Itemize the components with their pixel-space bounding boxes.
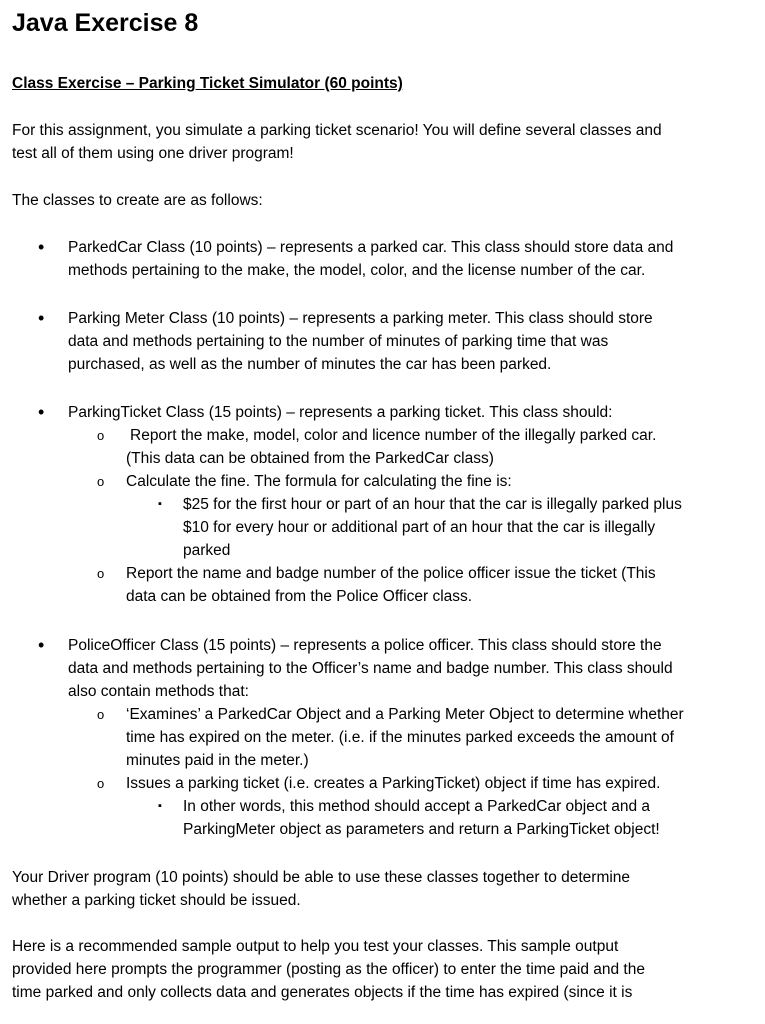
text-line: Calculate the fine. The formula for calculating the fine is: (126, 473, 512, 490)
square-bullet-icon: ▪ (158, 498, 162, 510)
classes-intro-paragraph (12, 189, 757, 212)
sample-paragraph (12, 935, 757, 1004)
sub-list-item (12, 703, 757, 772)
circle-bullet-icon: o (97, 707, 105, 722)
text-line: provided here prompts the programmer (posting as the officer) to enter the time paid and the (12, 961, 645, 978)
circle-bullet-icon: o (97, 474, 105, 489)
list-item-police-officer (12, 634, 757, 841)
circle-bullet-icon: o (97, 776, 105, 791)
text-line: Here is a recommended sample output to help you test your classes. This sample output (12, 938, 619, 955)
text-line: ‘Examines’ a ParkedCar Object and a Parking Meter Object to determine whether (126, 706, 684, 723)
text-line: data can be obtained from the Police Officer class. (126, 588, 473, 605)
list-item-parking-ticket (12, 401, 757, 608)
text-line: Your Driver program (10 points) should be able to use these classes together to determine (12, 869, 631, 886)
circle-bullet-icon: o (97, 566, 105, 581)
text-line: purchased, as well as the number of minutes the car has been parked. (68, 356, 552, 373)
text-line: methods pertaining to the make, the model, color, and the license number of the car. (68, 262, 646, 279)
text-line: data and methods pertaining to the Officer’s name and badge number. This class should (68, 660, 673, 677)
text-line: whether a parking ticket should be issued. (12, 892, 301, 909)
sub-sub-list-item (12, 795, 757, 841)
list-item (12, 401, 757, 424)
text-line: Parking Meter Class (10 points) – represents a parking meter. This class should store (68, 310, 653, 327)
section-heading: Class Exercise – Parking Ticket Simulator (60 points) (12, 75, 403, 92)
text-line: data and methods pertaining to the number of minutes of parking time that was (68, 333, 609, 350)
bullet-icon: • (38, 402, 45, 422)
sub-list-item (12, 562, 757, 608)
text-line: Report the name and badge number of the police officer issue the ticket (This (126, 565, 656, 582)
text-line: The classes to create are as follows: (12, 192, 263, 209)
text-line: ParkingTicket Class (15 points) – represents a parking ticket. This class should: (68, 404, 613, 421)
text-line: In other words, this method should accept a ParkedCar object and a (183, 798, 650, 815)
bullet-icon: • (38, 635, 45, 655)
text-line: (This data can be obtained from the ParkedCar class) (126, 450, 494, 467)
text-line: ParkingMeter object as parameters and return a ParkingTicket object! (183, 821, 660, 838)
text-line: Issues a parking ticket (i.e. creates a ParkingTicket) object if time has expired. (126, 775, 661, 792)
text-line: time has expired on the meter. (i.e. if the minutes parked exceeds the amount of (126, 729, 674, 746)
document-title: Java Exercise 8 (12, 9, 199, 37)
text-line: $25 for the first hour or part of an hour that the car is illegally parked plus (183, 496, 682, 513)
list-item (12, 307, 757, 376)
circle-bullet-icon: o (97, 428, 105, 443)
text-line: Report the make, model, color and licence number of the illegally parked car. (130, 427, 657, 444)
intro-paragraph (12, 119, 757, 165)
list-item-parking-meter (12, 307, 757, 376)
list-item (12, 236, 757, 282)
driver-paragraph (12, 866, 757, 912)
text-line: time parked and only collects data and generates objects if the time has expired (since it is (12, 984, 633, 1001)
list-item-parkedcar (12, 236, 757, 282)
bullet-icon: • (38, 237, 45, 257)
text-line: minutes paid in the meter.) (126, 752, 309, 769)
bullet-icon: • (38, 308, 45, 328)
text-line: PoliceOfficer Class (15 points) – represents a police officer. This class should store the (68, 637, 662, 654)
sub-sub-list-item (12, 493, 757, 562)
sub-list-item (12, 470, 757, 493)
sub-list-item (12, 772, 757, 795)
text-line: also contain methods that: (68, 683, 249, 700)
sub-list-item (12, 424, 757, 470)
text-line: For this assignment, you simulate a parking ticket scenario! You will define several classes and (12, 122, 662, 139)
text-line: ParkedCar Class (10 points) – represents a parked car. This class should store data and (68, 239, 674, 256)
square-bullet-icon: ▪ (158, 800, 162, 812)
text-line: parked (183, 542, 231, 559)
text-line: test all of them using one driver program! (12, 145, 294, 162)
list-item (12, 634, 757, 703)
text-line: $10 for every hour or additional part of an hour that the car is illegally (183, 519, 656, 536)
